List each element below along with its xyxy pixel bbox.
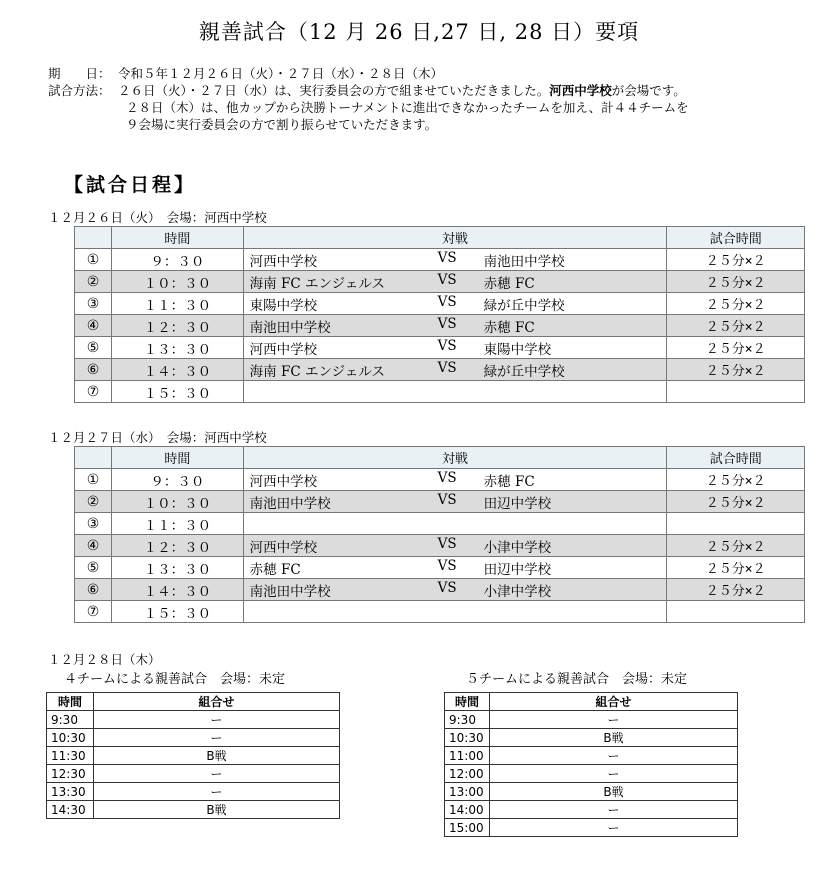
slot-combo: ー — [490, 711, 738, 729]
match-teams — [244, 492, 667, 512]
match-time: １２：３０ — [112, 315, 244, 337]
match-duration — [667, 513, 805, 535]
match-teams — [244, 272, 667, 292]
method-line-2: ２８日（木）は、他カップから決勝トーナメントに進出できなかったチームを加え、計４４チームを — [126, 100, 689, 115]
vs-label: VS — [437, 359, 457, 376]
slot-row — [47, 783, 340, 801]
slot-combo: ー — [94, 765, 340, 783]
five-team-table — [444, 692, 738, 837]
slot-combo: B戦 — [490, 783, 738, 801]
match-time: １２：３０ — [112, 535, 244, 557]
slot-combo: ー — [94, 729, 340, 747]
match-row — [75, 513, 805, 535]
method-text-1b: が会場です。 — [611, 83, 686, 98]
match-duration: ２５分×２ — [667, 579, 805, 601]
match-cell — [243, 271, 667, 293]
away-team: 赤穂 FC — [483, 319, 535, 336]
match-duration: ２５分×２ — [667, 271, 805, 293]
day26-header-row — [75, 227, 805, 249]
match-row — [75, 469, 805, 491]
match-row — [75, 337, 805, 359]
away-team: 赤穂 FC — [483, 473, 535, 490]
slot-row — [47, 765, 340, 783]
slot-row — [445, 801, 738, 819]
day27-title: １２月２７日（水） 会場：河西中学校 — [48, 430, 267, 445]
match-time: ９：３０ — [112, 249, 244, 271]
match-cell — [243, 579, 667, 601]
match-time: １１：３０ — [112, 293, 244, 315]
match-teams — [244, 558, 667, 578]
home-team: 南池田中学校 — [249, 495, 331, 512]
away-team: 田辺中学校 — [483, 495, 552, 512]
slot-row — [47, 711, 340, 729]
vs-label: VS — [437, 579, 457, 596]
header-no — [75, 227, 112, 249]
match-number: ④ — [75, 315, 112, 337]
slot-time: 13:00 — [445, 783, 490, 801]
slot-combo: ー — [490, 819, 738, 837]
method-venue-bold: 河西中学校 — [549, 83, 612, 98]
slot-time: 13:30 — [47, 783, 94, 801]
match-row — [75, 249, 805, 271]
match-time: １０：３０ — [112, 491, 244, 513]
slot-combo: ー — [490, 801, 738, 819]
match-teams — [244, 360, 667, 380]
slot-time: 10:30 — [445, 729, 490, 747]
match-duration: ２５分×２ — [667, 557, 805, 579]
slot-combo: B戦 — [94, 801, 340, 819]
match-row — [75, 579, 805, 601]
match-time: １４：３０ — [112, 579, 244, 601]
four-team-header-row — [47, 693, 340, 711]
method-label: 試合方法： — [48, 83, 111, 98]
match-row — [75, 293, 805, 315]
day26-body — [75, 249, 805, 403]
match-time: ９：３０ — [112, 469, 244, 491]
method-text-1a: ２６日（火）・２７日（水）は、実行委員会の方で組ませていただきました。 — [118, 83, 550, 98]
slot-row — [47, 747, 340, 765]
match-cell — [243, 469, 667, 491]
match-time: １３：３０ — [112, 337, 244, 359]
home-team: 東陽中学校 — [249, 297, 318, 314]
slot-time: 11:00 — [445, 747, 490, 765]
match-duration: ２５分×２ — [667, 249, 805, 271]
period-label: 期 日： — [48, 66, 111, 81]
away-team: 南池田中学校 — [483, 253, 565, 270]
method-line-3: ９会場に実行委員会の方で割り振らせていただきます。 — [126, 117, 438, 132]
header-no — [75, 447, 112, 469]
vs-label: VS — [437, 337, 457, 354]
match-row — [75, 381, 805, 403]
match-number: ③ — [75, 293, 112, 315]
slot-row — [47, 729, 340, 747]
header-match: 対戦 — [243, 227, 667, 249]
vs-label: VS — [437, 557, 457, 574]
match-duration: ２５分×２ — [667, 315, 805, 337]
four-team-subtitle: ４チームによる親善試合 会場：未定 — [64, 672, 286, 687]
match-duration — [667, 381, 805, 403]
home-team: 河西中学校 — [249, 341, 318, 358]
match-number: ④ — [75, 535, 112, 557]
slot-time: 14:00 — [445, 801, 490, 819]
day26-table — [74, 226, 805, 403]
vs-label: VS — [437, 293, 457, 310]
match-cell — [243, 601, 667, 623]
schedule-heading: 【試合日程】 — [64, 174, 197, 196]
away-team: 東陽中学校 — [483, 341, 552, 358]
match-cell — [243, 315, 667, 337]
four-team-body — [47, 711, 340, 819]
vs-label: VS — [437, 249, 457, 266]
match-cell — [243, 535, 667, 557]
match-duration — [667, 601, 805, 623]
match-duration: ２５分×２ — [667, 535, 805, 557]
home-team: 海南 FC エンジェルス — [249, 363, 385, 380]
day27-table — [74, 446, 805, 623]
match-number: ⑥ — [75, 359, 112, 381]
match-time: １３：３０ — [112, 557, 244, 579]
slot-combo: B戦 — [490, 729, 738, 747]
match-cell — [243, 337, 667, 359]
slot-row — [445, 819, 738, 837]
match-number: ⑤ — [75, 337, 112, 359]
slot-time: 12:30 — [47, 765, 94, 783]
header-combo: 組合せ — [94, 693, 340, 711]
match-teams — [244, 316, 667, 336]
header-duration: 試合時間 — [667, 447, 805, 469]
match-number: ⑤ — [75, 557, 112, 579]
slot-time: 10:30 — [47, 729, 94, 747]
match-teams — [244, 470, 667, 490]
match-time: １５：３０ — [112, 381, 244, 403]
match-duration: ２５分×２ — [667, 337, 805, 359]
away-team: 小津中学校 — [483, 583, 552, 600]
header-match: 対戦 — [243, 447, 667, 469]
header-time: 時間 — [112, 227, 244, 249]
match-number: ⑥ — [75, 579, 112, 601]
day28-title: １２月２８日（木） — [48, 652, 161, 667]
page-title: 親善試合（12 月 26 日,27 日, 28 日）要項 — [198, 20, 640, 44]
slot-combo: ー — [94, 783, 340, 801]
home-team: 河西中学校 — [249, 253, 318, 270]
vs-label: VS — [437, 491, 457, 508]
match-duration: ２５分×２ — [667, 359, 805, 381]
away-team: 小津中学校 — [483, 539, 552, 556]
header-time: 時間 — [445, 693, 490, 711]
slot-row — [445, 765, 738, 783]
match-cell — [243, 491, 667, 513]
header-combo: 組合せ — [490, 693, 738, 711]
vs-label: VS — [437, 469, 457, 486]
home-team: 南池田中学校 — [249, 583, 331, 600]
match-teams — [244, 250, 667, 270]
period-line — [0, 66, 838, 82]
match-number: ① — [75, 249, 112, 271]
away-team: 赤穂 FC — [483, 275, 535, 292]
four-team-table — [46, 692, 340, 819]
match-row — [75, 271, 805, 293]
match-time: １０：３０ — [112, 271, 244, 293]
five-team-subtitle: ５チームによる親善試合 会場：未定 — [466, 672, 688, 687]
five-team-body — [445, 711, 738, 837]
slot-time: 15:00 — [445, 819, 490, 837]
match-row — [75, 601, 805, 623]
match-duration: ２５分×２ — [667, 491, 805, 513]
match-cell — [243, 513, 667, 535]
vs-label: VS — [437, 271, 457, 288]
day27-body — [75, 469, 805, 623]
slot-row — [445, 783, 738, 801]
slot-row — [445, 729, 738, 747]
home-team: 河西中学校 — [249, 473, 318, 490]
match-row — [75, 359, 805, 381]
day26-title: １２月２６日（火） 会場：河西中学校 — [48, 210, 267, 225]
match-teams — [244, 580, 667, 600]
match-number: ② — [75, 491, 112, 513]
match-row — [75, 557, 805, 579]
slot-row — [445, 711, 738, 729]
method-line-1 — [0, 83, 838, 99]
match-cell — [243, 249, 667, 271]
match-time: １５：３０ — [112, 601, 244, 623]
match-duration: ２５分×２ — [667, 469, 805, 491]
match-duration: ２５分×２ — [667, 293, 805, 315]
slot-row — [445, 747, 738, 765]
header-time: 時間 — [112, 447, 244, 469]
slot-row — [47, 801, 340, 819]
period-text: 令和５年１２月２６日（火）・２７日（水）・２８日（木） — [118, 66, 444, 81]
slot-time: 12:00 — [445, 765, 490, 783]
away-team: 緑が丘中学校 — [483, 297, 565, 314]
home-team: 海南 FC エンジェルス — [249, 275, 385, 292]
vs-label: VS — [437, 315, 457, 332]
match-row — [75, 491, 805, 513]
header-duration: 試合時間 — [667, 227, 805, 249]
slot-combo: ー — [94, 711, 340, 729]
slot-time: 9:30 — [47, 711, 94, 729]
five-team-header-row — [445, 693, 738, 711]
match-number: ③ — [75, 513, 112, 535]
slot-combo: ー — [490, 747, 738, 765]
match-number: ⑦ — [75, 381, 112, 403]
slot-time: 11:30 — [47, 747, 94, 765]
match-number: ② — [75, 271, 112, 293]
day27-header-row — [75, 447, 805, 469]
match-cell — [243, 381, 667, 403]
match-time: １１：３０ — [112, 513, 244, 535]
match-cell — [243, 293, 667, 315]
match-teams — [244, 294, 667, 314]
home-team: 河西中学校 — [249, 539, 318, 556]
slot-time: 9:30 — [445, 711, 490, 729]
match-teams — [244, 338, 667, 358]
away-team: 田辺中学校 — [483, 561, 552, 578]
home-team: 南池田中学校 — [249, 319, 331, 336]
match-cell — [243, 359, 667, 381]
match-row — [75, 315, 805, 337]
match-teams — [244, 536, 667, 556]
match-row — [75, 535, 805, 557]
match-cell — [243, 557, 667, 579]
match-number: ⑦ — [75, 601, 112, 623]
slot-combo: ー — [490, 765, 738, 783]
header-time: 時間 — [47, 693, 94, 711]
away-team: 緑が丘中学校 — [483, 363, 565, 380]
match-number: ① — [75, 469, 112, 491]
vs-label: VS — [437, 535, 457, 552]
home-team: 赤穂 FC — [249, 561, 301, 578]
match-time: １４：３０ — [112, 359, 244, 381]
slot-combo: B戦 — [94, 747, 340, 765]
slot-time: 14:30 — [47, 801, 94, 819]
